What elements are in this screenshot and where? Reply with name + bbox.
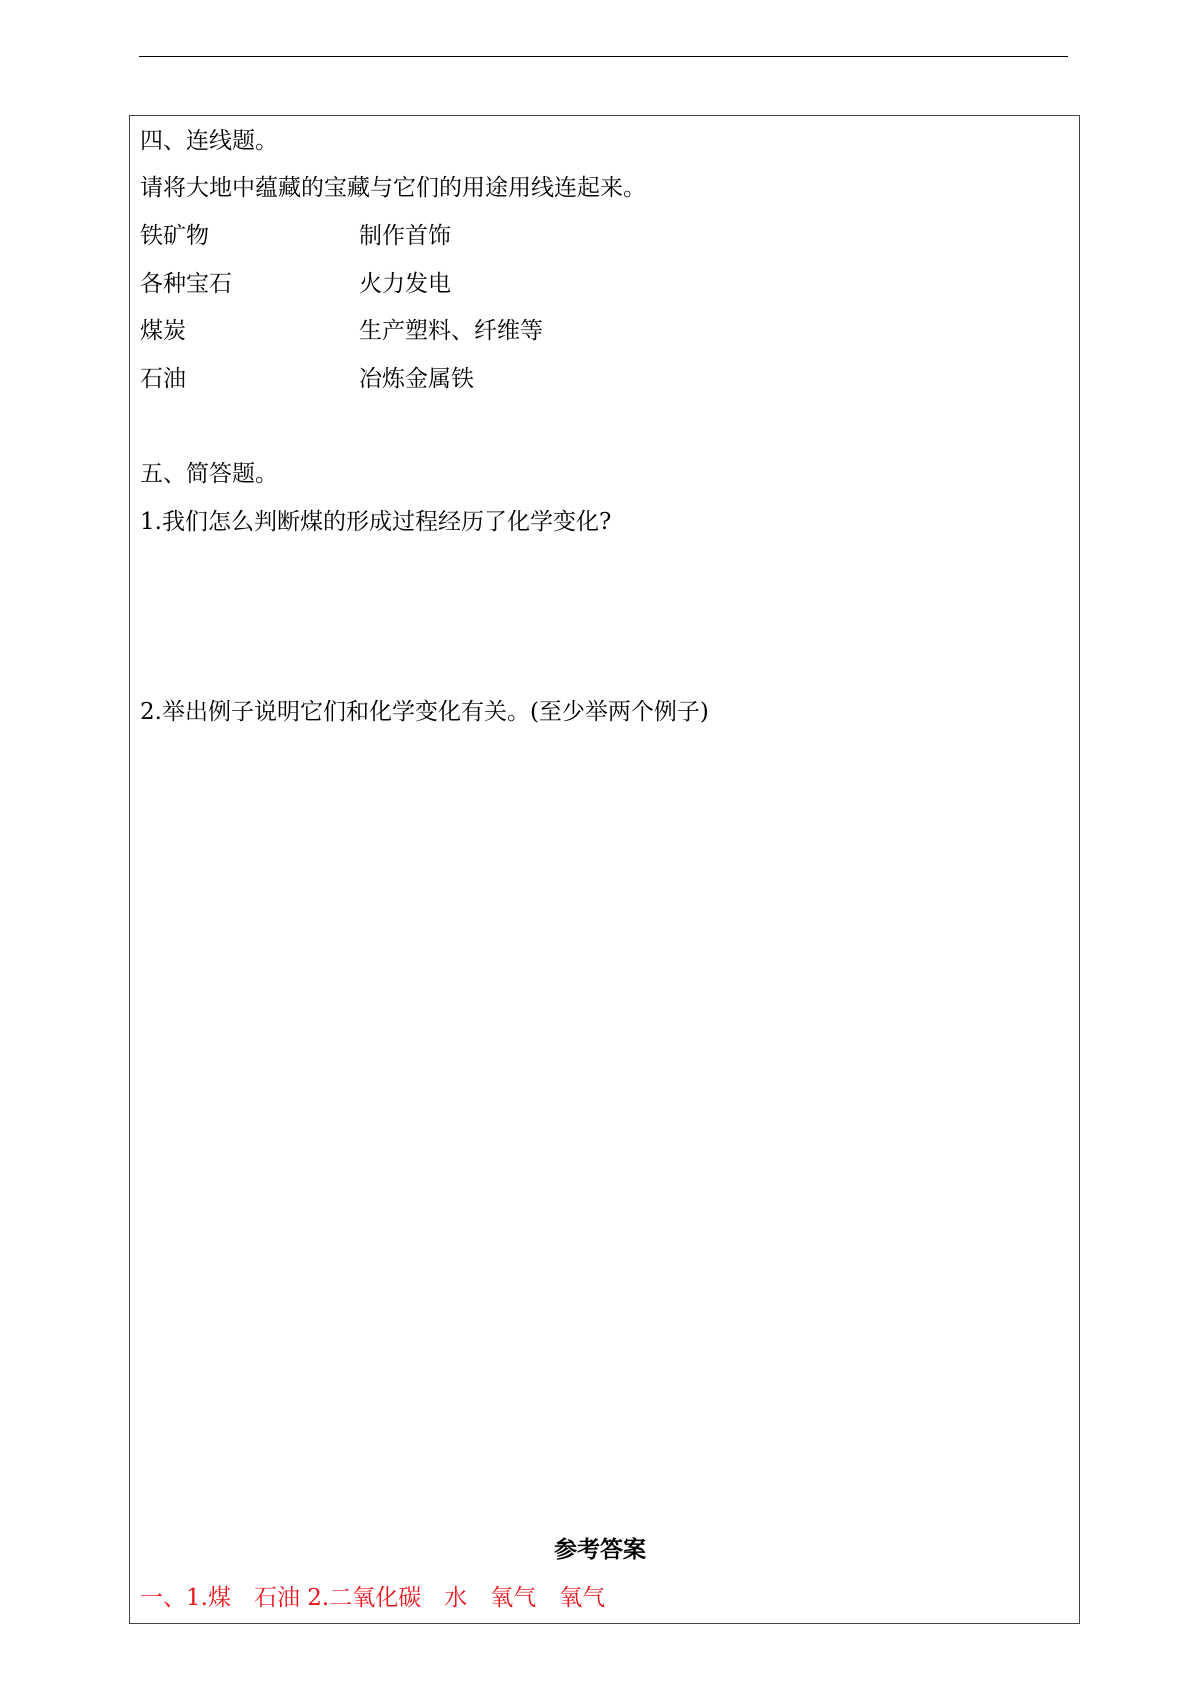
match-left-3: 煤炭 xyxy=(140,318,186,344)
question-2: 2.举出例子说明它们和化学变化有关。(至少举两个例子) xyxy=(140,699,709,725)
answers-title: 参考答案 xyxy=(554,1536,646,1563)
match-right-1: 制作首饰 xyxy=(359,223,451,249)
match-left-2: 各种宝石 xyxy=(140,271,232,297)
section5-heading: 五、简答题。 xyxy=(140,461,278,487)
match-left-4: 石油 xyxy=(140,366,186,392)
answer-line-1: 一、1.煤 石油 2.二氧化碳 水 氧气 氧气 xyxy=(140,1585,606,1611)
match-right-4: 冶炼金属铁 xyxy=(359,366,474,392)
match-left-1: 铁矿物 xyxy=(140,223,209,249)
section4-heading: 四、连线题。 xyxy=(140,128,278,154)
section4-instruction: 请将大地中蕴藏的宝藏与它们的用途用线连起来。 xyxy=(140,175,646,201)
match-right-3: 生产塑料、纤维等 xyxy=(359,318,543,344)
question-1: 1.我们怎么判断煤的形成过程经历了化学变化? xyxy=(140,509,612,535)
header-rule xyxy=(139,56,1068,57)
match-right-2: 火力发电 xyxy=(359,271,451,297)
content-frame xyxy=(129,115,1080,1624)
